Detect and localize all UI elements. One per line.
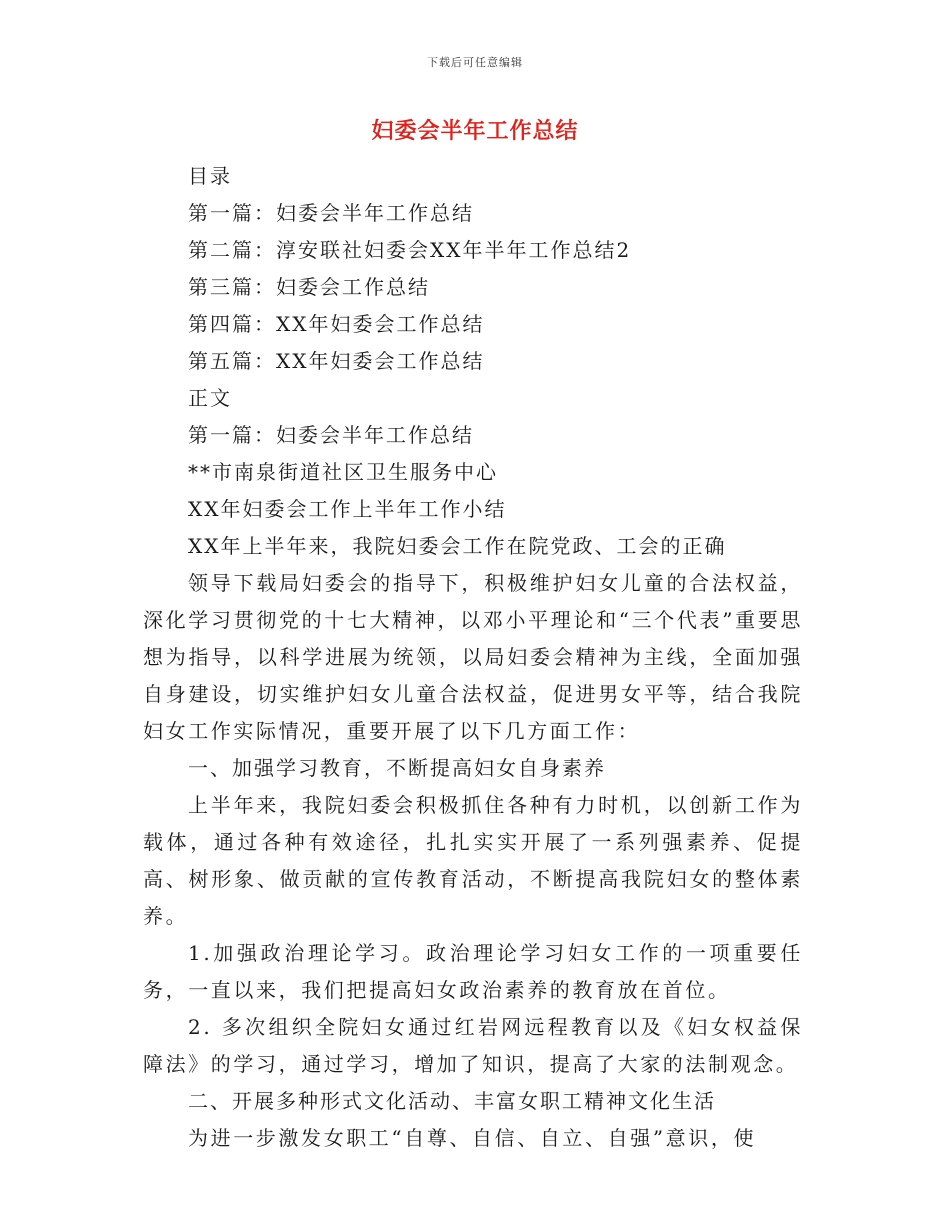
section-heading-1: 一、加强学习教育，不断提高妇女自身素养	[188, 756, 606, 780]
report-subtitle: XX年妇委会工作上半年工作小结	[188, 497, 507, 521]
header-note: 下载后可任意编辑	[427, 56, 523, 69]
toc-item-4: 第四篇：XX年妇委会工作总结	[188, 312, 485, 336]
toc-item-5: 第五篇：XX年妇委会工作总结	[188, 349, 485, 373]
paragraph-4: 2. 多次组织全院妇女通过红岩网远程教育以及《妇女权益保障法》的学习，通过学习，增加了知识，提高了大家的法制观念。	[143, 1015, 803, 1076]
paragraph-5: 为进一步激发女职工“自尊、自信、自立、自强”意识，使	[188, 1126, 757, 1150]
paragraph-3: 1.加强政治理论学习。政治理论学习妇女工作的一项重要任务，一直以来，我们把提高妇女政治素养的教育放在首位。	[143, 941, 803, 1002]
organization-line: **市南泉街道社区卫生服务中心	[188, 460, 498, 484]
body-heading: 正文	[188, 386, 232, 410]
paragraph-2: 上半年来，我院妇委会积极抓住各种有力时机，以创新工作为载体，通过各种有效途径，扎扎实实开展了一系列强素养、促提高、树形象、做贡献的宣传教育活动，不断提高我院妇女的整体素养。	[143, 793, 803, 928]
toc-item-3: 第三篇：妇委会工作总结	[188, 275, 430, 299]
toc-item-1: 第一篇：妇委会半年工作总结	[188, 201, 474, 225]
intro-line: XX年上半年来，我院妇委会工作在院党政、工会的正确	[188, 534, 727, 558]
section-heading-2: 二、开展多种形式文化活动、丰富女职工精神文化生活	[188, 1089, 716, 1113]
section-title: 第一篇：妇委会半年工作总结	[188, 423, 474, 447]
toc-item-2: 第二篇：淳安联社妇委会XX年半年工作总结2	[188, 238, 632, 262]
paragraph-1: 领导下载局妇委会的指导下，积极维护妇女儿童的合法权益，深化学习贯彻党的十七大精神，以邓小平理论和“三个代表”重要思想为指导，以科学进展为统领，以局妇委会精神为主线，全面加强自身建设，切实维护妇女儿童合法权益，促进男女平等，结合我院妇女工作实际情况，重要开展了以下几方面工作：	[143, 571, 803, 743]
document-title: 妇委会半年工作总结	[371, 118, 579, 144]
document-body	[143, 158, 803, 1157]
toc-heading: 目录	[188, 164, 232, 188]
